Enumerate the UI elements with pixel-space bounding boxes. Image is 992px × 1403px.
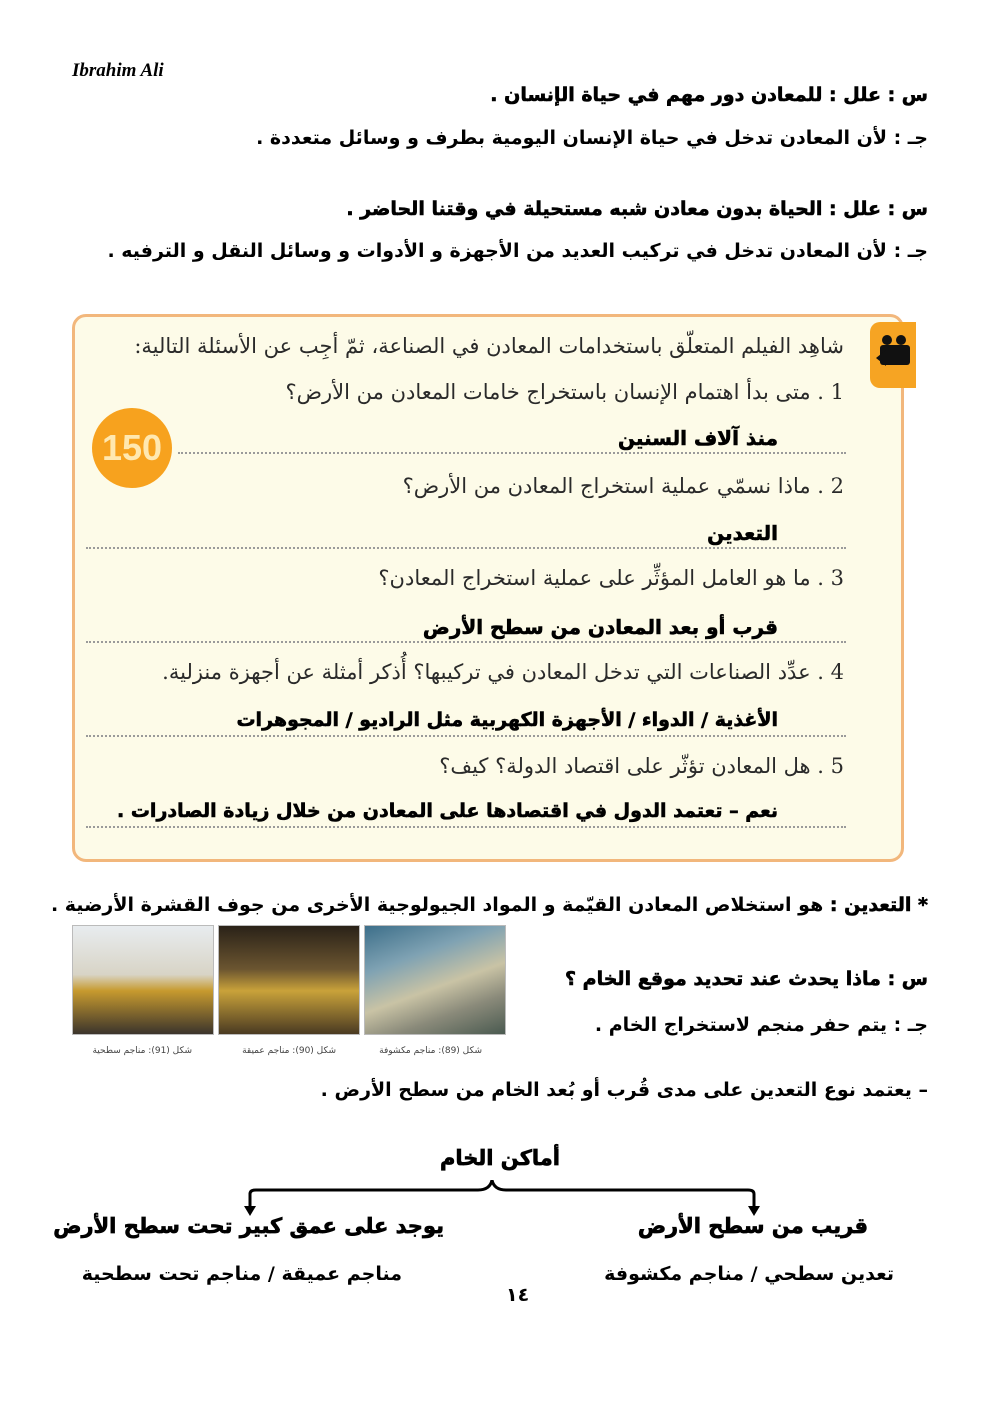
- answer-line: [178, 452, 846, 454]
- deep-underground-label: يوجد على عمق كبير تحت سطح الأرض: [53, 1214, 444, 1238]
- answer-prefix: جـ :: [893, 127, 928, 149]
- answer-line: [86, 547, 846, 549]
- photo-caption: شكل (90): مناجم عميقة: [242, 1046, 336, 1056]
- activity-answer-1: منذ آلاف السنين: [617, 426, 778, 450]
- note-line: – يعتمد نوع التعدين على مدى قُرب أو بُعد الخام من سطح الأرض .: [320, 1079, 928, 1101]
- answer-prefix: جـ :: [893, 240, 928, 262]
- definition-text: هو استخلاص المعادن القيّمة و المواد الجيولوجية الأخرى من جوف القشرة الأرضية .: [50, 894, 824, 916]
- activity-answer-2: التعدين: [707, 521, 778, 545]
- ore-places-title: أماكن الخام: [440, 1146, 561, 1170]
- camera-reel-icon: [882, 335, 892, 345]
- question-1: [490, 84, 928, 106]
- deep-types: مناجم عميقة / مناجم تحت سطحية: [81, 1263, 402, 1285]
- ore-question: [565, 968, 928, 990]
- activity-answer-3: قرب أو بعد المعادن من سطح الأرض: [422, 615, 778, 639]
- activity-answer-4: الأغذية / الدواء / الأجهزة الكهربية مثل الراديو / المجوهرات: [236, 709, 778, 731]
- question-prefix: س :: [887, 968, 928, 990]
- answer-line: [86, 735, 846, 737]
- question-text: ماذا يحدث عند تحديد موقع الخام ؟: [565, 968, 881, 990]
- definition-term: * التعدين :: [829, 894, 928, 916]
- answer-line: [86, 641, 846, 643]
- answer-text: لأن المعادن تدخل في تركيب العديد من الأجهزة و الأدوات و وسائل النقل و الترفيه .: [107, 240, 887, 262]
- activity-question-1: 1 . متى بدأ اهتمام الإنسان باستخراج خامات المعادن من الأرض؟: [285, 380, 844, 404]
- open-pit-mine-photo: [364, 925, 506, 1035]
- answer-text: يتم حفر منجم لاستخراج الخام .: [594, 1014, 887, 1036]
- activity-answer-5: نعم – تعتمد الدول في اقتصادها على المعادن من خلال زيادة الصادرات .: [117, 800, 778, 822]
- question-prefix: س : علل :: [829, 84, 928, 106]
- surface-mine-photo: [72, 925, 214, 1035]
- answer-1: [256, 127, 928, 149]
- answer-text: لأن المعادن تدخل في حياة الإنسان اليومية بطرف و وسائل متعددة .: [256, 127, 887, 149]
- page-badge: 150: [92, 408, 172, 488]
- page-number: ١٤: [506, 1284, 530, 1306]
- activity-question-2: 2 . ماذا نسمّي عملية استخراج المعادن من الأرض؟: [402, 474, 844, 498]
- question-text: للمعادن دور مهم في حياة الإنسان .: [490, 84, 823, 106]
- author-name: Ibrahim Ali: [72, 60, 164, 81]
- activity-question-3: 3 . ما هو العامل المؤثِّر على عملية استخراج المعادن؟: [378, 566, 844, 590]
- question-prefix: س : علل :: [829, 198, 928, 220]
- camera-lens-icon: [876, 350, 886, 366]
- question-2: [346, 198, 928, 220]
- activity-question-5: 5 . هل المعادن تؤثّر على اقتصاد الدولة؟ كيف؟: [439, 754, 844, 778]
- photo-caption: شكل (91): مناجم سطحية: [92, 1046, 192, 1056]
- camera-reel-icon: [896, 335, 906, 345]
- photo-caption: شكل (89): مناجم مكشوفة: [379, 1046, 482, 1056]
- deep-mine-photo: [218, 925, 360, 1035]
- ore-answer: [595, 1014, 928, 1036]
- near-surface-label: قريب من سطح الأرض: [637, 1214, 868, 1238]
- answer-2: [107, 240, 928, 262]
- near-surface-types: تعدين سطحي / مناجم مكشوفة: [604, 1263, 894, 1285]
- answer-prefix: جـ :: [893, 1014, 928, 1036]
- definition-line: [51, 894, 928, 916]
- question-text: الحياة بدون معادن شبه مستحيلة في وقتنا الحاضر .: [346, 198, 823, 220]
- activity-intro: شاهِد الفيلم المتعلّق باستخدامات المعادن في الصناعة، ثمّ أجِب عن الأسئلة التالية:: [134, 334, 844, 358]
- answer-line: [86, 826, 846, 828]
- activity-question-4: 4 . عدِّد الصناعات التي تدخل المعادن في تركيبها؟ أُذكر أمثلة عن أجهزة منزلية.: [162, 660, 844, 684]
